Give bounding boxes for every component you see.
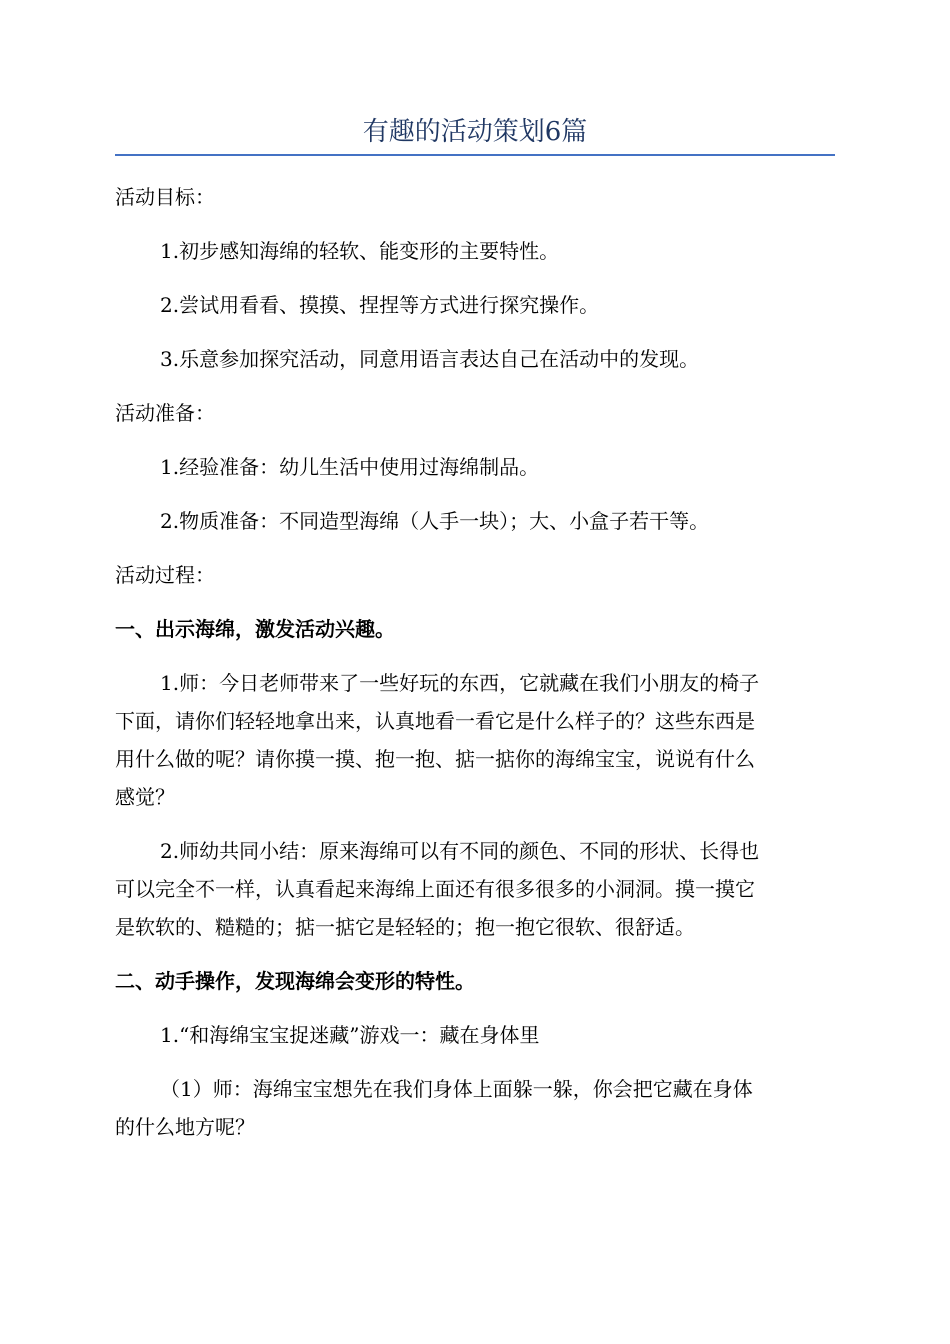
section-heading: 一、出示海绵，激发活动兴趣。 bbox=[115, 617, 395, 641]
prep-item: 2.物质准备：不同造型海绵（人手一块）；大、小盒子若干等。 bbox=[160, 509, 710, 533]
paragraph-line: 的什么地方呢？ bbox=[115, 1115, 255, 1139]
process-heading: 活动过程： bbox=[115, 563, 215, 587]
goal-item: 1.初步感知海绵的轻软、能变形的主要特性。 bbox=[160, 239, 560, 263]
goal-heading: 活动目标： bbox=[115, 185, 215, 209]
paragraph-line: 下面，请你们轻轻地拿出来，认真地看一看它是什么样子的？这些东西是 bbox=[115, 709, 755, 733]
prep-heading: 活动准备： bbox=[115, 401, 215, 425]
paragraph-line: 感觉？ bbox=[115, 785, 175, 809]
game-line: 1.“和海绵宝宝捉迷藏”游戏一：藏在身体里 bbox=[160, 1023, 540, 1047]
paragraph-line: 是软软的、糙糙的；掂一掂它是轻轻的；抱一抱它很软、很舒适。 bbox=[115, 915, 695, 939]
prep-item: 1.经验准备：幼儿生活中使用过海绵制品。 bbox=[160, 455, 540, 479]
paragraph-line: （1）师：海绵宝宝想先在我们身体上面躲一躲，你会把它藏在身体 bbox=[160, 1077, 753, 1101]
goal-item: 3.乐意参加探究活动，同意用语言表达自己在活动中的发现。 bbox=[160, 347, 700, 371]
document-title: 有趣的活动策划6篇 bbox=[362, 117, 588, 147]
goal-item: 2.尝试用看看、摸摸、捏捏等方式进行探究操作。 bbox=[160, 293, 600, 317]
section-heading: 二、动手操作，发现海绵会变形的特性。 bbox=[115, 969, 475, 993]
title-underline bbox=[115, 154, 835, 156]
paragraph-line: 1.师：今日老师带来了一些好玩的东西，它就藏在我们小朋友的椅子 bbox=[160, 671, 760, 695]
paragraph-line: 用什么做的呢？请你摸一摸、抱一抱、掂一掂你的海绵宝宝，说说有什么 bbox=[115, 747, 755, 771]
paragraph-line: 2.师幼共同小结：原来海绵可以有不同的颜色、不同的形状、长得也 bbox=[160, 839, 760, 863]
paragraph-line: 可以完全不一样，认真看起来海绵上面还有很多很多的小洞洞。摸一摸它 bbox=[115, 877, 755, 901]
